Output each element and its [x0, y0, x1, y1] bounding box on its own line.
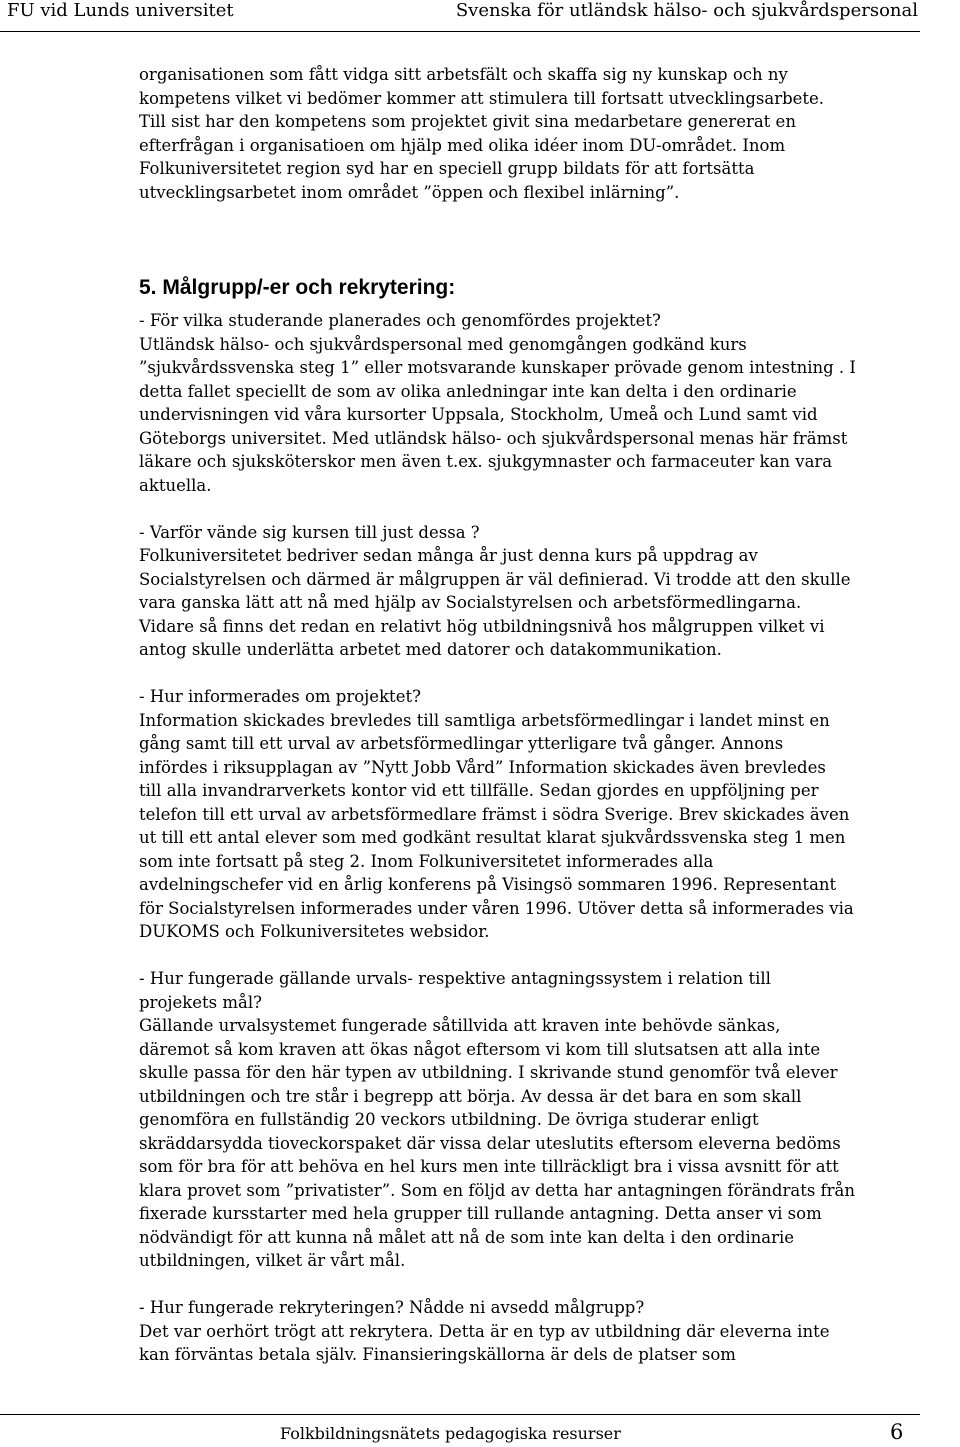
- text-line: vara ganska lätt att nå med hjälp av Socialstyrelsen och arbetsförmedlingarna.: [139, 593, 802, 612]
- intro-paragraph: [139, 63, 929, 204]
- spacer: [139, 497, 929, 521]
- question-text: projekets mål?: [139, 992, 262, 1012]
- text-line: läkare och sjuksköterskor men även t.ex. sjukgymnaster och farmaceuter kan vara: [139, 452, 833, 471]
- text-line: som för bra för att behöva en hel kurs men inte tillräckligt bra i vissa avsnitt för att: [139, 1157, 839, 1176]
- text-line: till alla invandrarverkets kontor vid ett tillfälle. Sedan gjordes en uppföljning per: [139, 781, 819, 800]
- text-line: DUKOMS och Folkuniversitetes websidor.: [139, 922, 490, 941]
- text-line: Socialstyrelsen och därmed är målgruppen är väl definierad. Vi trodde att den skulle: [139, 569, 851, 589]
- text-line: detta fallet speciellt de som av olika anledningar inte kan delta i den ordinarie: [139, 381, 797, 401]
- text-line: infördes i riksupplagan av ”Nytt Jobb Vård” Information skickades även brevledes: [139, 757, 826, 777]
- text-line: gång samt till ett urval av arbetsförmedlingar ytterligare två gånger. Annons: [139, 734, 784, 753]
- text-line: Folkuniversitetet region syd har en speciell grupp bildats för att fortsätta: [139, 159, 755, 178]
- footer-divider: [0, 1414, 920, 1415]
- section-title: Målgrupp/-er och rekrytering:: [162, 276, 456, 299]
- question-text: - Hur fungerade gällande urvals- respektive antagningssystem i relation till: [139, 969, 771, 988]
- text-line: avdelningschefer vid en årlig konferens på Visingsö sommaren 1996. Representant: [139, 875, 837, 894]
- text-line: däremot så kom kraven att ökas något eftersom vi kom till slutsatsen att alla inte: [139, 1039, 821, 1059]
- text-line: utvecklingsarbetet inom området ”öppen och flexibel inlärning”.: [139, 182, 680, 202]
- spacer: [139, 944, 929, 968]
- header-university: FU vid Lunds universitet: [7, 0, 234, 21]
- text-line: ”sjukvårdssvenska steg 1” eller motsvarande kunskaper prövade genom intestning . I: [139, 358, 856, 377]
- question-block-why: [139, 521, 929, 662]
- page-header: [0, 0, 960, 34]
- question-block-information: [139, 685, 929, 944]
- text-line: Utländsk hälso- och sjukvårdspersonal med genomgången godkänd kurs: [139, 334, 747, 354]
- text-line: skulle passa för den här typen av utbildning. I skrivande stund genomför två elever: [139, 1063, 838, 1082]
- text-line: Folkuniversitetet bedriver sedan många år just denna kurs på uppdrag av: [139, 546, 758, 565]
- document-body: [139, 63, 929, 1367]
- section-number: 5.: [139, 276, 157, 299]
- text-line: utbildningen, vilket är vårt mål.: [139, 1251, 406, 1270]
- question-block-selection: [139, 967, 929, 1273]
- text-line: klara provet som ”privatister”. Som en följd av detta har antagningen förändrats från: [139, 1180, 856, 1200]
- text-line: efterfrågan i organisatioen om hjälp med olika idéer inom DU-området. Inom: [139, 135, 786, 155]
- text-line: telefon till ett urval av arbetsförmedlare främst i södra Sverige. Brev skickades även: [139, 804, 850, 824]
- spacer: [139, 1273, 929, 1297]
- page-number: 6: [890, 1420, 904, 1444]
- question-text: - Varför vände sig kursen till just dessa ?: [139, 522, 480, 542]
- footer-text: Folkbildningsnätets pedagogiska resurser: [280, 1424, 621, 1443]
- text-line: Till sist har den kompetens som projektet givit sina medarbetare genererat en: [139, 112, 796, 131]
- question-text: - För vilka studerande planerades och genomfördes projektet?: [139, 311, 661, 330]
- text-line: undervisningen vid våra kursorter Uppsala, Stockholm, Umeå och Lund samt vid: [139, 405, 818, 424]
- question-text: - Hur informerades om projektet?: [139, 687, 421, 706]
- text-line: Gällande urvalsystemet fungerade såtillvida att kraven inte behövde sänkas,: [139, 1016, 781, 1035]
- header-course-title: Svenska för utländsk hälso- och sjukvårdspersonal: [455, 0, 918, 21]
- text-line: organisationen som fått vidga sitt arbetsfält och skaffa sig ny kunskap och ny: [139, 65, 788, 84]
- text-line: för Socialstyrelsen informerades under våren 1996. Utöver detta så informerades via: [139, 898, 854, 918]
- text-line: aktuella.: [139, 475, 212, 495]
- text-line: fixerade kursstarter med hela grupper till rullande antagning. Detta anser vi som: [139, 1204, 822, 1223]
- text-line: Göteborgs universitet. Med utländsk hälso- och sjukvårdspersonal menas här främst: [139, 428, 848, 448]
- question-block-target-group: [139, 309, 929, 497]
- text-line: utbildningen och tre står i begrepp att börja. Av dessa är det bara en som skall: [139, 1086, 802, 1106]
- text-line: kompetens vilket vi bedömer kommer att stimulera till fortsatt utvecklingsarbete.: [139, 88, 825, 108]
- header-divider: [0, 31, 920, 32]
- text-line: Det var oerhört trögt att rekrytera. Detta är en typ av utbildning där eleverna inte: [139, 1321, 830, 1341]
- text-line: Vidare så finns det redan en relativt hög utbildningsnivå hos målgruppen vilket vi: [139, 616, 825, 636]
- text-line: nödvändigt för att kunna nå målet att nå de som inte kan delta i den ordinarie: [139, 1227, 795, 1247]
- spacer: [139, 662, 929, 686]
- text-line: kan förväntas betala själv. Finansieringskällorna är dels de platser som: [139, 1345, 736, 1364]
- spacer: [139, 204, 929, 275]
- question-block-recruitment: [139, 1296, 929, 1367]
- text-line: antog skulle underlätta arbetet med datorer och datakommunikation.: [139, 640, 722, 659]
- section-heading: [139, 275, 929, 301]
- text-line: genomföra en fullständig 20 veckors utbildning. De övriga studerar enligt: [139, 1110, 759, 1129]
- question-text: - Hur fungerade rekryteringen? Nådde ni avsedd målgrupp?: [139, 1298, 645, 1317]
- text-line: ut till ett antal elever som med godkänt resultat klarat sjukvårdssvenska steg 1 men: [139, 828, 846, 847]
- text-line: skräddarsydda tioveckorspaket där vissa delar uteslutits eftersom eleverna bedöms: [139, 1133, 841, 1153]
- text-line: som inte fortsatt på steg 2. Inom Folkuniversitetet informerades alla: [139, 851, 714, 871]
- text-line: Information skickades brevledes till samtliga arbetsförmedlingar i landet minst en: [139, 710, 830, 730]
